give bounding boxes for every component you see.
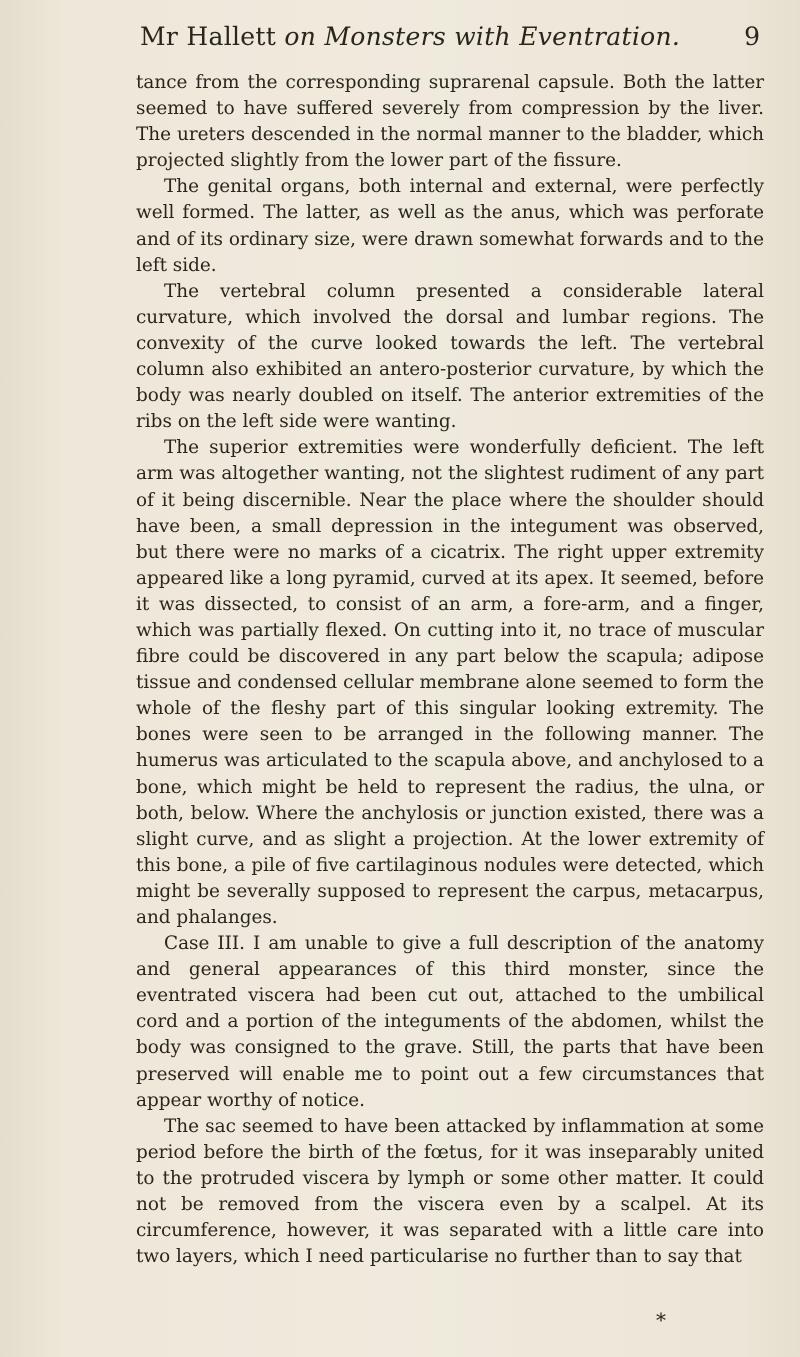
paragraph-6: The sac seemed to have been attacked by inflammation at some period before the birth of the fœtus, for it was inseparably united to the protruded viscera by lymph or some other matter. It could not be removed from the viscera even by a scalpel. At its circumference, however, it was separated with a little care into two layers, which I need particularise no further than to say that [136,1115,764,1268]
article-title: Monsters with Eventration. [324,22,681,51]
paragraph-5: Case III. I am unable to give a full description of the anatomy and general appearances of this third monster, since the eventrated viscera had been cut out, attached to the umbilical cord and a portion of the integuments of the abdomen, whilst the body was consigned to the grave. Still, the parts that have been preserved will enable me to point out a few circumstances that appear worthy of notice. [136,933,764,1111]
header-on: on [284,22,317,51]
body-text [136,70,764,1270]
paragraph-1: tance from the corresponding suprarenal capsule. Both the latter seemed to have suffered severely from compression by the liver. The ureters descended in the normal manner to the bladder, which projected slightly from the lower part of the fissure. [136,72,764,172]
paragraph-3: The vertebral column presented a considerable lateral curvature, which involved the dorsal and lumbar regions. The convexity of the curve looked towards the left. The vertebral column also exhibited an antero-posterior curvature, by which the body was nearly doubled on itself. The anterior extremities of the ribs on the left side were wanting. [136,280,764,433]
running-header [140,22,760,58]
author-name: Mr Hallett [140,22,277,51]
paragraph-2: The genital organs, both internal and external, were perfectly well formed. The latter, as well as the anus, which was perforate and of its ordinary size, were drawn somewhat forwards and to the left side. [136,176,764,276]
running-head-title [140,22,680,51]
signature-mark: * [656,1308,666,1332]
page-number: 9 [744,22,760,51]
paragraph-4: The superior extremities were wonderfully deficient. The left arm was altogether wanting, not the slightest rudiment of any part of it being discernible. Near the place where the shoulder should have been, a small depression in the integument was observed, but there were no marks of a cicatrix. The right upper extremity appeared like a long pyramid, curved at its apex. It seemed, before it was dissected, to consist of an arm, a fore-arm, and a finger, which was partially flexed. On cutting into it, no trace of muscular fibre could be discovered in any part below the scapula; adipose tissue and condensed cellular membrane alone seemed to form the whole of the fleshy part of this singular looking extremity. The bones were seen to be arranged in the following manner. The humerus was articulated to the scapula above, and anchylosed to a bone, which might be held to represent the radius, the ulna, or both, below. Where the anchylosis or junction existed, there was a slight curve, and as slight a projection. At the lower extremity of this bone, a pile of five cartilaginous nodules were detected, which might be severally supposed to represent the carpus, metacarpus, and phalanges. [136,437,764,928]
